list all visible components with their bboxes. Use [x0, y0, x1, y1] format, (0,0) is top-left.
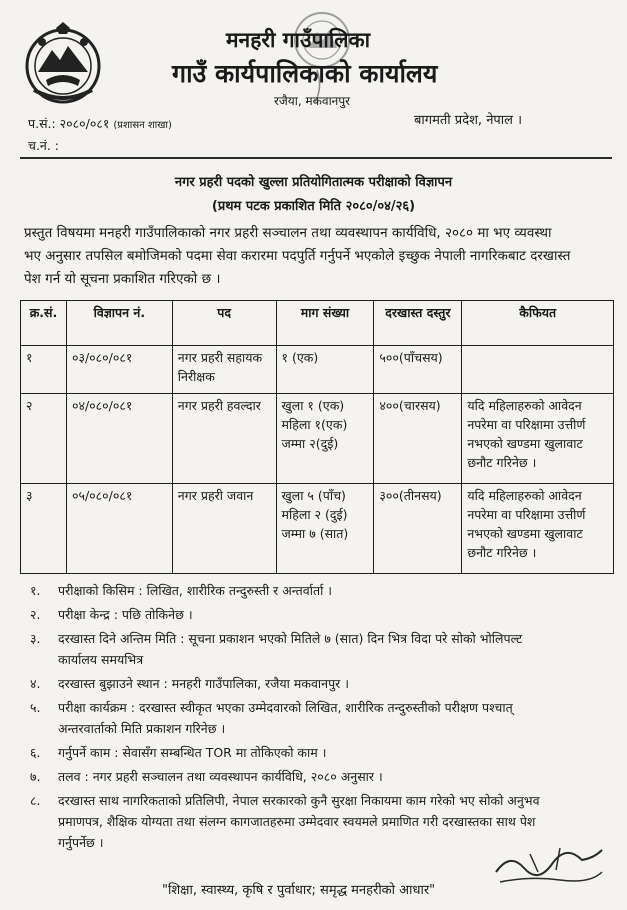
cell-remarks: यदि महिलाहरुको आवेदन नपरेमा वा परिक्षामा उत्तीर्ण नभएको खण्डमा खुलावाट छनौट गरिनेछ ।	[462, 484, 614, 574]
cell-post: नगर प्रहरी हवल्दार	[172, 394, 276, 484]
office-title: गाउँ कार्यपालिकाको कार्यालय	[172, 59, 438, 88]
list-item	[30, 628, 620, 670]
intro-line: पेश गर्न यो सूचना प्रकाशित गरिएको छ ।	[24, 271, 221, 287]
list-item	[30, 697, 620, 739]
list-item-text: तलव : नगर प्रहरी सञ्चालन तथा व्यवस्थापन कार्यविधि, २०८० अनुसार ।	[58, 769, 383, 784]
cell-remarks: यदि महिलाहरुको आवेदन नपरेमा वा परिक्षामा उत्तीर्ण नभएको खण्डमा खुलावाट छनौट गरिनेछ ।	[462, 394, 614, 484]
cell-fee: ५००(पाँचसय)	[374, 346, 462, 394]
demand-line: खुला १ (एक)	[281, 398, 345, 413]
cell-ad-number: ०४/०८०/०८१	[66, 394, 172, 484]
table-header-row	[21, 301, 614, 346]
list-item	[30, 580, 620, 601]
table-row	[21, 484, 614, 574]
list-item	[30, 742, 620, 763]
cell-post: नगर प्रहरी सहायक निरीक्षक	[172, 346, 276, 394]
header-divider	[20, 157, 612, 159]
list-item-text: दरखास्त दिने अन्तिम मिति : सूचना प्रकाशन भएको मितिले ७ (सात) दिन भित्र विदा परे सोको भोलिपल्ट	[58, 631, 523, 646]
intro-line: भए अनुसार तपसिल बमोजिमको पदमा सेवा करारमा पदपुर्ति गर्नुपर्ने भएकोले इच्छुक नेपाली नागरिकबाट दरखास्त	[24, 248, 571, 264]
demand-line: जम्मा ७ (सात)	[281, 526, 349, 541]
list-item-text: प्रमाणपत्र, शैक्षिक योग्यता तथा संलग्न कागजातहरुमा उम्मेदवार स्वयमले प्रमाणित गरी दरखास्तका साथ पेश	[58, 814, 536, 829]
notice-subtitle: (प्रथम पटक प्रकाशित मिति २०८०/०४/२६)	[211, 199, 416, 214]
header-demand: माग संख्या	[276, 301, 374, 346]
demand-line: जम्मा २(दुई)	[281, 436, 339, 451]
reference-department: (प्रशासन शाखा)	[113, 120, 172, 131]
list-item-number: ४.	[30, 676, 41, 691]
header-remarks: कैफियत	[462, 301, 614, 346]
list-item-text: दरखास्त बुझाउने स्थान : मनहरी गाउँपालिका, रजैया मकवानपुर ।	[58, 676, 349, 691]
nepal-emblem-icon	[22, 20, 104, 106]
table-row	[21, 346, 614, 394]
list-item-text: परीक्षाको किसिम : लिखित, शारीरिक तन्दुरुस्ती र अन्तर्वार्ता ।	[58, 583, 333, 598]
list-item-text: गर्नुपर्नेछ ।	[58, 835, 104, 850]
list-item	[30, 604, 620, 625]
list-item-text: अन्तरवार्ताको मिति प्रकाशन गरिनेछ ।	[58, 721, 226, 736]
cell-post: नगर प्रहरी जवान	[172, 484, 276, 574]
cell-demand	[276, 394, 374, 484]
demand-line: १ (एक)	[281, 350, 319, 365]
office-name: मनहरी गाउँपालिका	[226, 28, 371, 52]
reference-number	[28, 115, 172, 132]
header-post: पद	[172, 301, 276, 346]
list-item	[30, 766, 620, 787]
cell-remarks	[462, 346, 614, 394]
list-item-text: परीक्षा कार्यक्रम : दरखास्त स्वीकृत भएका उम्मेदवारको लिखित, शारीरिक तन्दुरुस्तीको परीक्षण पश्चात्	[58, 700, 513, 715]
intro-paragraph	[24, 222, 612, 291]
office-address: रजैया, मकवानपुर	[274, 94, 351, 108]
header-ad-number: विज्ञापन नं.	[66, 301, 172, 346]
notice-title: नगर प्रहरी पदको खुल्ला प्रतियोगितात्मक परीक्षाको विज्ञापन	[174, 175, 453, 190]
vacancy-table	[20, 300, 614, 574]
list-item	[30, 673, 620, 694]
cell-demand	[276, 346, 374, 394]
cell-ad-number: ०३/०८०/०८१	[66, 346, 172, 394]
cell-serial: १	[21, 346, 67, 394]
list-item-number: २.	[30, 607, 41, 622]
list-item-number: १.	[30, 583, 41, 598]
cell-serial: ३	[21, 484, 67, 574]
dispatch-number: च.नं. :	[28, 138, 60, 153]
signature-stamp	[490, 842, 608, 892]
list-item-text: कार्यालय समयभित्र	[58, 652, 144, 667]
list-item-number: ६.	[30, 745, 41, 760]
list-item-number: ५.	[30, 700, 41, 715]
cell-fee: ३००(तीनसय)	[374, 484, 462, 574]
list-item-number: ८.	[30, 793, 41, 808]
list-item-number: ७.	[30, 769, 41, 784]
intro-line: प्रस्तुत विषयमा मनहरी गाउँपालिकाको नगर प्रहरी सञ्चालन तथा व्यवस्थापन कार्यविधि, २०८० मा भए व्यवस्था	[24, 225, 552, 241]
list-item-text: परीक्षा केन्द्र : पछि तोकिनेछ ।	[58, 607, 193, 622]
cell-serial: २	[21, 394, 67, 484]
list-item-number: ३.	[30, 631, 41, 646]
conditions-list	[30, 580, 620, 856]
table-row	[21, 394, 614, 484]
cell-fee: ४००(चारसय)	[374, 394, 462, 484]
demand-line: महिला २ (दुई)	[281, 507, 348, 522]
demand-line: महिला १(एक)	[281, 417, 348, 432]
demand-line: खुला ५ (पाँच)	[281, 488, 346, 503]
footer-slogan: "शिक्षा, स्वास्थ्य, कृषि र पुर्वाधार; समृद्ध मनहरीको आधार"	[162, 883, 436, 898]
cell-demand	[276, 484, 374, 574]
reference-number-text: प.सं.: २०८०/०८१	[28, 116, 110, 131]
cell-ad-number: ०५/०८०/०८१	[66, 484, 172, 574]
header-fee: दरखास्त दस्तुर	[374, 301, 462, 346]
list-item-text: गर्नुपर्ने काम : सेवासँग सम्बन्धित TOR मा तोकिएको काम ।	[58, 745, 327, 760]
province-country: बागमती प्रदेश, नेपाल ।	[414, 113, 523, 128]
list-item-text: दरखास्त साथ नागरिकताको प्रतिलिपी, नेपाल सरकारको कुनै सुरक्षा निकायमा काम गरेको भए सोको अनुभव	[58, 793, 540, 808]
header-serial: क्र.सं.	[21, 301, 67, 346]
